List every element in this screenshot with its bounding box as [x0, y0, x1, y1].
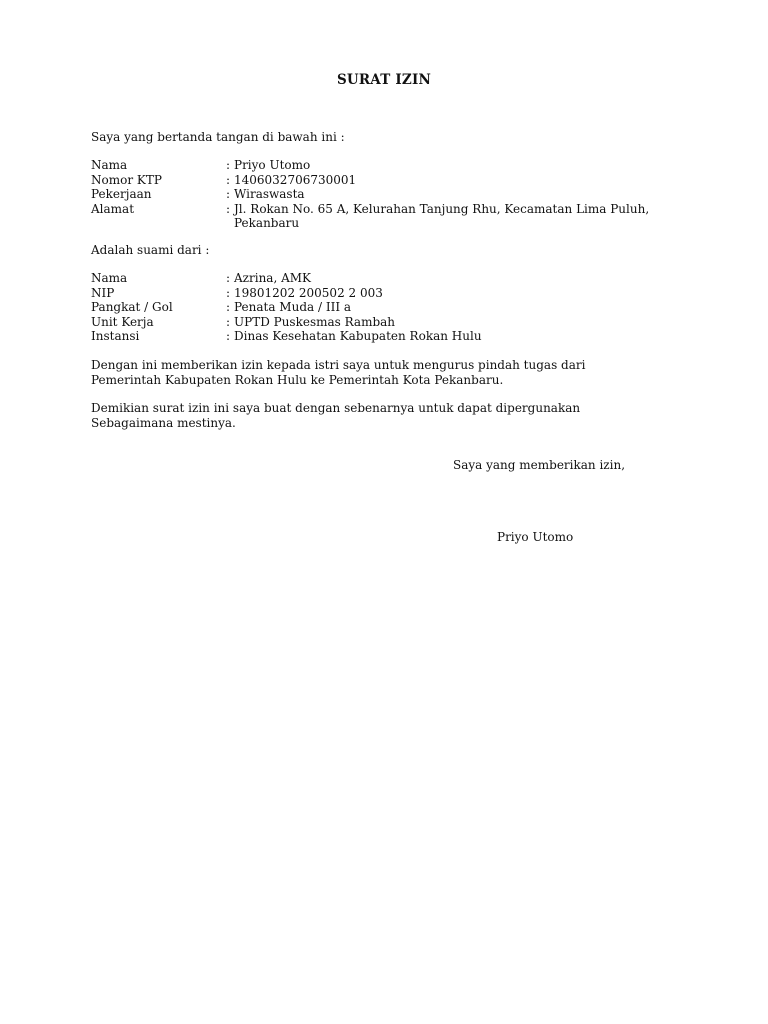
field-colon: : — [226, 285, 231, 300]
field-label: Nama — [91, 158, 128, 172]
field-label: NIP — [91, 285, 115, 300]
field-label: Nomor KTP — [91, 172, 162, 187]
field-value: 19801202 200502 2 003 — [234, 285, 383, 300]
field-label: Alamat — [91, 201, 135, 216]
closing-paragraph — [91, 401, 691, 430]
field-row — [91, 158, 691, 173]
letter-title: SURAT IZIN — [336, 72, 432, 88]
husband-fields — [91, 158, 691, 231]
field-colon: : — [226, 300, 231, 314]
field-label: Pekerjaan — [91, 187, 152, 201]
relation-text: Adalah suami dari : — [91, 243, 210, 257]
field-colon: : — [226, 158, 231, 172]
field-label: Unit Kerja — [91, 314, 154, 329]
field-colon: : — [226, 271, 231, 285]
relation-paragraph — [91, 243, 691, 258]
field-row — [91, 173, 691, 188]
field-row — [91, 329, 691, 344]
field-value: Azrina, AMK — [234, 271, 311, 285]
field-value-address: Jl. Rokan No. 65 A, Kelurahan Tanjung Rhu, Kecamatan Lima Puluh, Pekanbaru — [234, 201, 650, 230]
closing-line-2: Sebagaimana mestinya. — [91, 415, 236, 430]
permission-line-1: Dengan ini memberikan izin kepada istri saya untuk mengurus pindah tugas dari — [91, 358, 586, 372]
field-label: Pangkat / Gol — [91, 300, 173, 314]
permission-paragraph — [91, 358, 691, 387]
field-value: Wiraswasta — [234, 187, 305, 201]
field-colon: : — [226, 172, 231, 187]
signature-name: Priyo Utomo — [497, 530, 574, 544]
field-value: Penata Muda / III a — [234, 300, 352, 314]
signature-label: Saya yang memberikan izin, — [453, 458, 626, 472]
field-row — [91, 202, 691, 231]
field-value: Dinas Kesehatan Kabupaten Rokan Hulu — [234, 329, 482, 343]
intro-paragraph — [91, 130, 691, 145]
field-value: Priyo Utomo — [234, 158, 311, 172]
field-row — [91, 300, 691, 315]
field-row — [91, 315, 691, 330]
wife-fields — [91, 271, 691, 344]
field-label: Instansi — [91, 329, 140, 343]
field-value: UPTD Puskesmas Rambah — [234, 314, 396, 329]
field-colon: : — [226, 187, 231, 201]
field-row — [91, 271, 691, 286]
field-row — [91, 286, 691, 301]
field-value: 1406032706730001 — [234, 172, 357, 187]
field-colon: : — [226, 314, 231, 329]
field-colon: : — [226, 201, 231, 216]
field-label: Nama — [91, 271, 128, 285]
field-colon: : — [226, 329, 231, 343]
intro-text: Saya yang bertanda tangan di bawah ini : — [91, 130, 345, 144]
permission-line-2: Pemerintah Kabupaten Rokan Hulu ke Pemerintah Kota Pekanbaru. — [91, 372, 504, 387]
field-row — [91, 187, 691, 202]
closing-line-1: Demikian surat izin ini saya buat dengan sebenarnya untuk dapat dipergunakan — [91, 401, 581, 415]
